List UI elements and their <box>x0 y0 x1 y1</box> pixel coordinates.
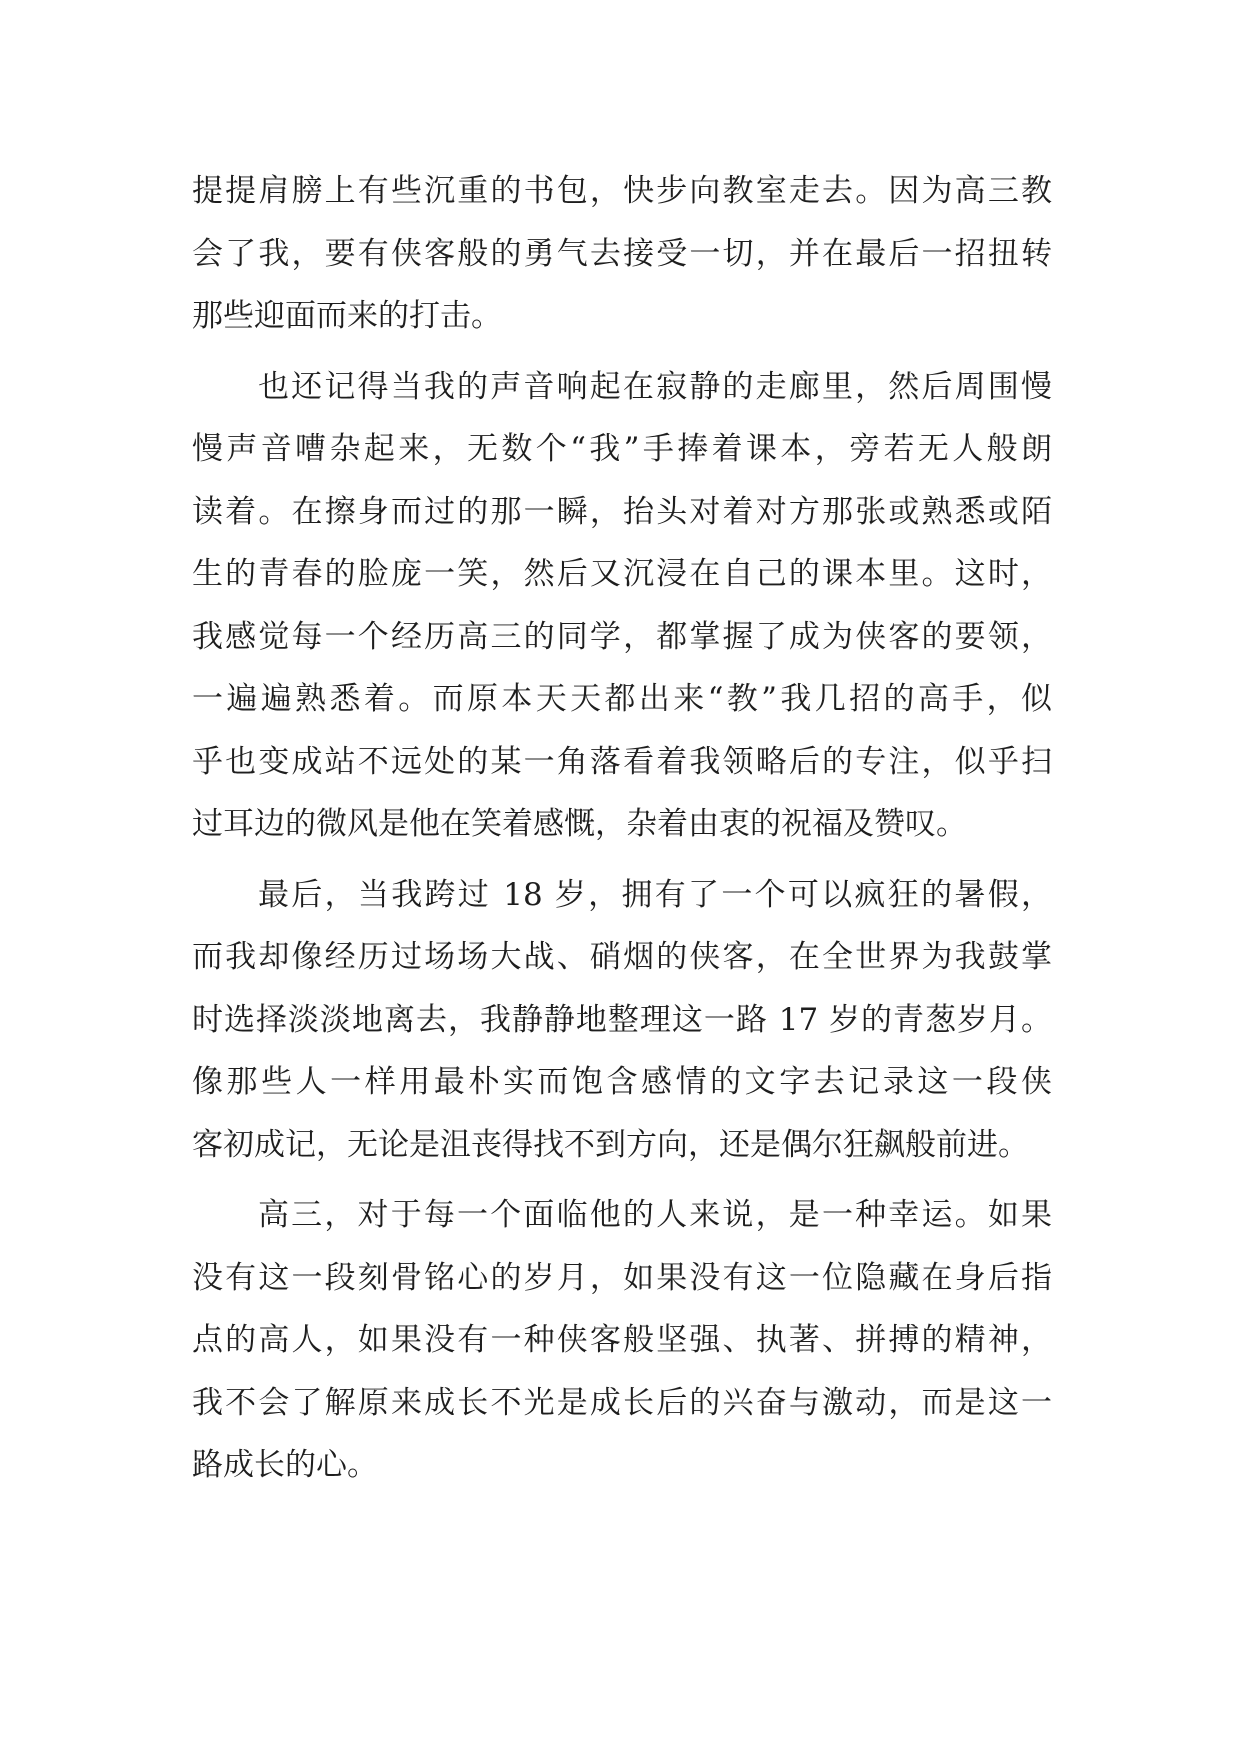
text-line: 那些迎面而来的打击。 <box>192 298 502 334</box>
text-line: 没有这一段刻骨铭心的岁月，如果没有这一位隐藏在身后指 <box>192 1259 1052 1296</box>
text-line: 高三，对于每一个面临他的人来说，是一种幸运。如果 <box>258 1197 1052 1233</box>
text-line: 路成长的心。 <box>192 1447 378 1483</box>
text-line: 最后，当我跨过 18 岁，拥有了一个可以疯狂的暑假， <box>258 876 1052 913</box>
text-line: 过耳边的微风是他在笑着感慨，杂着由衷的祝福及赞叹。 <box>192 806 967 842</box>
text-line: 读着。在擦身而过的那一瞬，抬头对着对方那张或熟悉或陌 <box>192 493 1052 530</box>
text-line: 慢声音嘈杂起来，无数个“我”手捧着课本，旁若无人般朗 <box>192 431 1052 467</box>
body-text <box>192 160 1052 1497</box>
text-line: 乎也变成站不远处的某一角落看着我领略后的专注，似乎扫 <box>192 743 1052 780</box>
text-line: 时选择淡淡地离去，我静静地整理这一路 17 岁的青葱岁月。 <box>192 1001 1052 1038</box>
text-line: 客初成记，无论是沮丧得找不到方向，还是偶尔狂飙般前进。 <box>192 1126 1029 1163</box>
text-line: 像那些人一样用最朴实而饱含感情的文字去记录这一段侠 <box>192 1064 1052 1100</box>
text-line: 我不会了解原来成长不光是成长后的兴奋与激动，而是这一 <box>192 1384 1052 1421</box>
text-line: 我感觉每一个经历高三的同学，都掌握了成为侠客的要领， <box>192 618 1052 655</box>
text-line: 提提肩膀上有些沉重的书包，快步向教室走去。因为高三教 <box>192 173 1052 209</box>
paragraph <box>192 160 1052 348</box>
text-line: 生的青春的脸庞一笑，然后又沉浸在自己的课本里。这时， <box>192 556 1052 592</box>
text-line: 一遍遍熟悉着。而原本天天都出来“教”我几招的高手，似 <box>192 681 1052 717</box>
text-line: 点的高人，如果没有一种侠客般坚强、执著、拼搏的精神， <box>192 1322 1052 1358</box>
paragraph <box>192 1184 1052 1497</box>
text-line: 会了我，要有侠客般的勇气去接受一切，并在最后一招扭转 <box>192 235 1052 272</box>
paragraph <box>192 864 1052 1177</box>
paragraph <box>192 356 1052 856</box>
text-line: 也还记得当我的声音响起在寂静的走廊里，然后周围慢 <box>258 368 1052 405</box>
text-line: 而我却像经历过场场大战、硝烟的侠客，在全世界为我鼓掌 <box>192 939 1052 975</box>
